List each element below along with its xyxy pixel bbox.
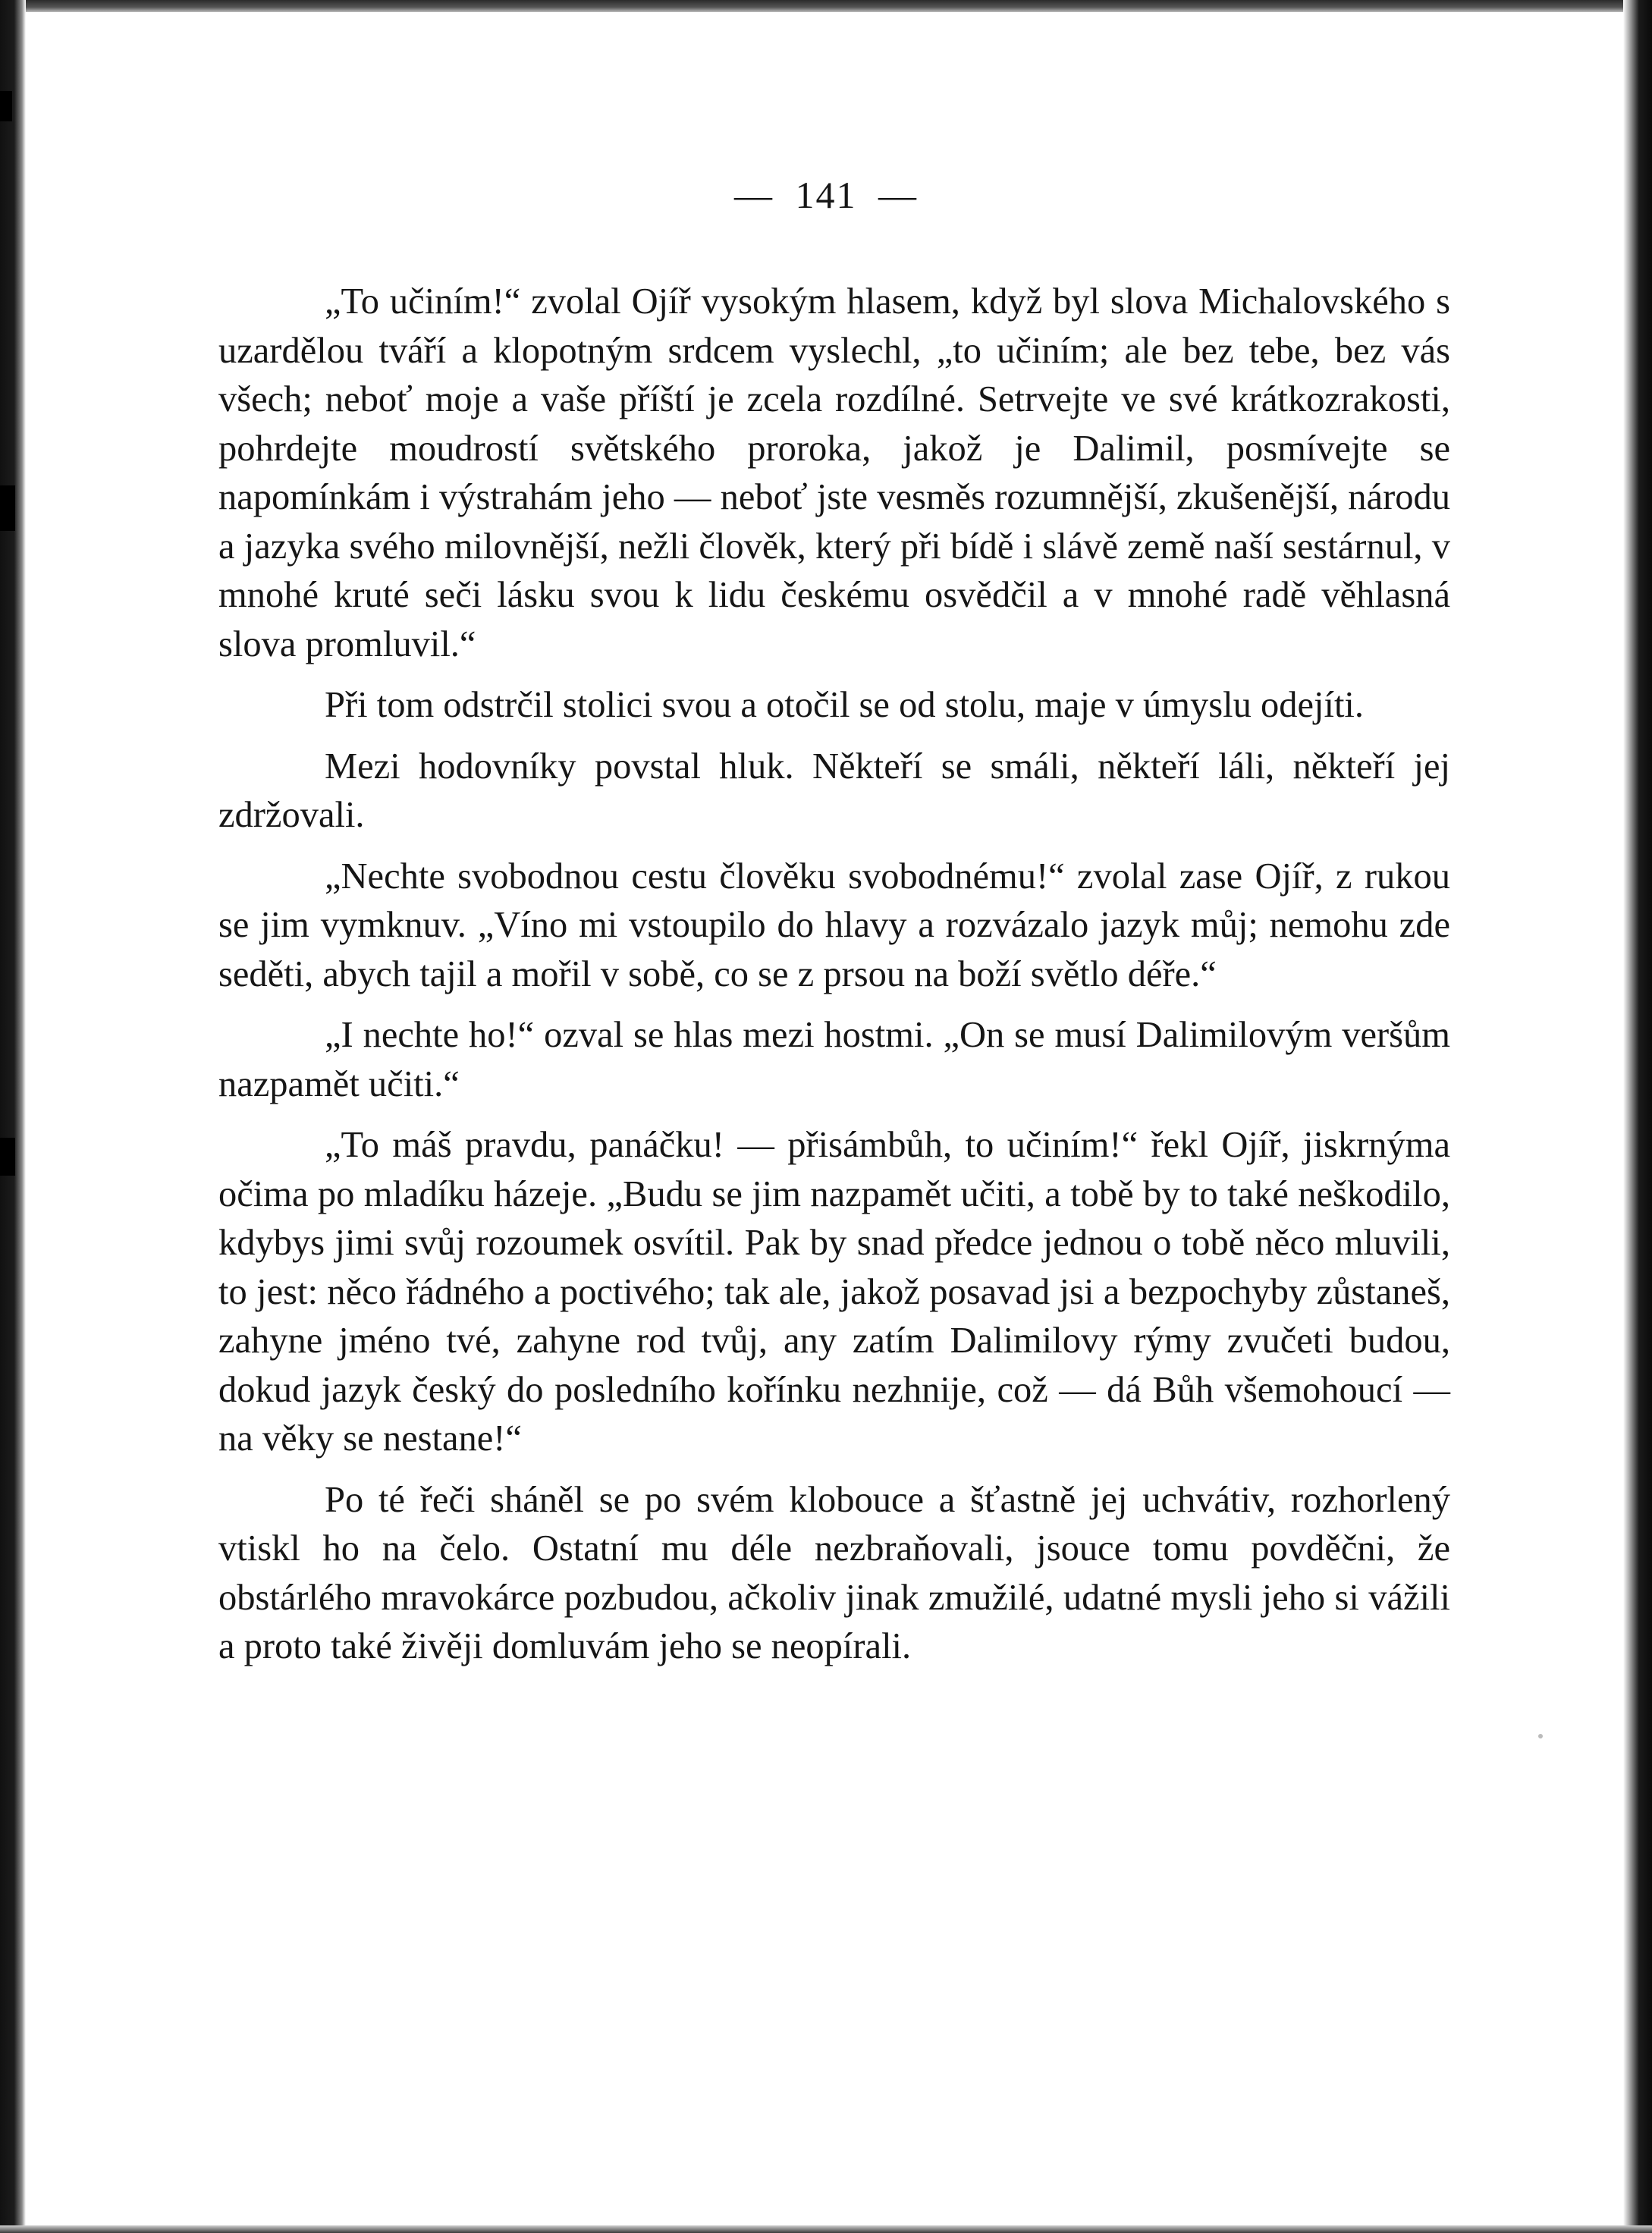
paragraph: „I nechte ho!“ ozval se hlas mezi hostmi. „On se musí Dalimilovým veršům nazpamět učiti.“ <box>218 1015 1450 1104</box>
scan-speck <box>1538 1734 1543 1738</box>
body-text <box>218 278 1450 1684</box>
page-number: — 141 — <box>734 174 918 216</box>
scan-mark <box>0 91 12 121</box>
paragraph: Při tom odstrčil stolici svou a otočil se od stolu, maje v úmyslu odejíti. <box>325 685 1365 725</box>
paragraph: Mezi hodovníky povstal hluk. Někteří se smáli, někteří láli, někteří jej zdržovali. <box>218 746 1450 835</box>
scan-mark <box>0 485 15 531</box>
scan-mark <box>0 1138 15 1176</box>
paragraph: „Nechte svobodnou cestu člověku svobodnému!“ zvolal zase Ojíř, z rukou se jim vymknuv. „Víno mi vstoupilo do hlavy a rozvázalo jazyk můj; nemohu zde seděti, abych tajil a mořil v sobě, co se z prsou na boží světlo déře.“ <box>218 856 1450 994</box>
paragraph: Po té řeči sháněl se po svém klobouce a šťastně jej uchvátiv, rozhorlený vtiskl ho na čelo. Ostatní mu déle nezbraňovali, jsouce tomu povděčni, že obstárlého mravokárce pozbudou, ačkoliv jinak zmužilé, udatné mysli jeho si vážili a proto také živěji domluvám jeho se neopírali. <box>218 1479 1450 1666</box>
paragraph: „To učiním!“ zvolal Ojíř vysokým hlasem, když byl slova Michalovského s uzardělou tváří a klopotným srdcem vyslechl, „to učiním; ale bez tebe, bez vás všech; neboť moje a vaše příští je zcela rozdílné. Setrvejte ve své krátkozrakosti, pohrdejte moudrostí světského proroka, jakož je Dalimil, posmívejte se napomínkám i výstrahám jeho — neboť jste vesměs rozumnější, zkušenější, národu a jazyka svého milovnější, nežli člověk, který při bídě i slávě země naší sestárnul, v mnohé kruté seči lásku svou k lidu českému osvědčil a v mnohé radě věhlasná slova promluvil.“ <box>218 281 1450 664</box>
scan-edge-left <box>0 0 26 2233</box>
scan-edge-right <box>1623 0 1652 2233</box>
scan-edge-top <box>0 0 1652 12</box>
paragraph: „To máš pravdu, panáčku! — přisámbůh, to učiním!“ řekl Ojíř, jiskrnýma očima po mladíku házeje. „Budu se jim nazpamět učiti, a tobě by to také neškodilo, kdybys jimi svůj rozoumek osvítil. Pak by snad předce jednou o tobě něco mluvili, to jest: něco řádného a poctivého; tak ale, jakož posavad jsi a bezpochyby zůstaneš, zahyne jméno tvé, zahyne rod tvůj, any zatím Dalimilovy rýmy zvučeti budou, dokud jazyk český do posledního kořínku nezhnije, což — dá Bůh všemohoucí — na věky se nestane!“ <box>218 1125 1450 1459</box>
scan-edge-bottom <box>0 2225 1652 2233</box>
